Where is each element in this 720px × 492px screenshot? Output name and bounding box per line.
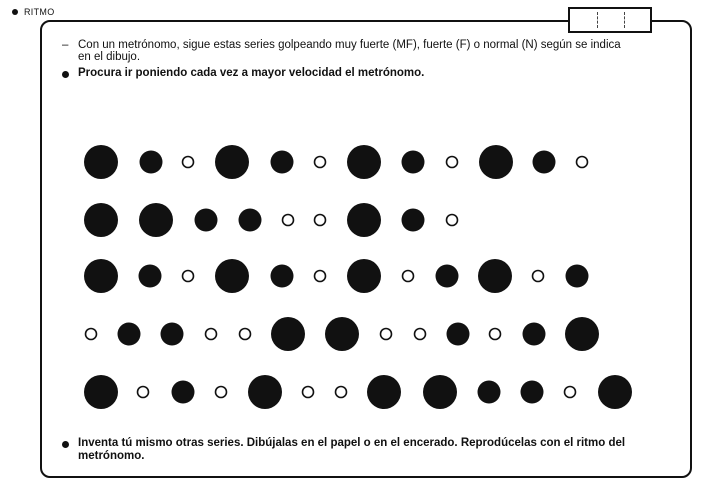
soft-beat-dot xyxy=(533,271,544,282)
medium-beat-dot xyxy=(447,323,470,346)
medium-beat-dot xyxy=(478,381,501,404)
medium-beat-dot xyxy=(161,323,184,346)
loud-beat-dot xyxy=(271,317,305,351)
instruction-point-1: Procura ir poniendo cada vez a mayor velocidad el metrónomo. xyxy=(78,67,425,79)
bullet-icon xyxy=(62,441,69,448)
medium-beat-dot xyxy=(271,265,294,288)
loud-beat-dot xyxy=(347,203,381,237)
loud-beat-dot xyxy=(215,259,249,293)
medium-beat-dot xyxy=(402,151,425,174)
loud-beat-dot xyxy=(139,203,173,237)
loud-beat-dot xyxy=(84,145,118,179)
soft-beat-dot xyxy=(315,215,326,226)
loud-beat-dot xyxy=(84,259,118,293)
dash-marker: – xyxy=(62,39,69,51)
loud-beat-dot xyxy=(565,317,599,351)
loud-beat-dot xyxy=(325,317,359,351)
medium-beat-dot xyxy=(139,265,162,288)
medium-beat-dot xyxy=(172,381,195,404)
loud-beat-dot xyxy=(478,259,512,293)
medium-beat-dot xyxy=(271,151,294,174)
medium-beat-dot xyxy=(195,209,218,232)
loud-beat-dot xyxy=(347,259,381,293)
section-label: RITMO xyxy=(24,7,55,17)
instruction-point-2-line-1: Inventa tú mismo otras series. Dibújalas en el papel o en el encerado. Reprodúcelas con el ritmo del xyxy=(78,437,626,449)
soft-beat-dot xyxy=(577,157,588,168)
medium-beat-dot xyxy=(521,381,544,404)
medium-beat-dot xyxy=(140,151,163,174)
loud-beat-dot xyxy=(367,375,401,409)
medium-beat-dot xyxy=(523,323,546,346)
loud-beat-dot xyxy=(215,145,249,179)
soft-beat-dot xyxy=(138,387,149,398)
soft-beat-dot xyxy=(206,329,217,340)
soft-beat-dot xyxy=(283,215,294,226)
soft-beat-dot xyxy=(315,157,326,168)
medium-beat-dot xyxy=(566,265,589,288)
soft-beat-dot xyxy=(86,329,97,340)
instruction-point-2-line-2: metrónomo. xyxy=(78,450,145,462)
soft-beat-dot xyxy=(315,271,326,282)
soft-beat-dot xyxy=(183,271,194,282)
medium-beat-dot xyxy=(118,323,141,346)
loud-beat-dot xyxy=(84,203,118,237)
loud-beat-dot xyxy=(423,375,457,409)
soft-beat-dot xyxy=(216,387,227,398)
medium-beat-dot xyxy=(533,151,556,174)
soft-beat-dot xyxy=(415,329,426,340)
loud-beat-dot xyxy=(248,375,282,409)
soft-beat-dot xyxy=(381,329,392,340)
medium-beat-dot xyxy=(402,209,425,232)
soft-beat-dot xyxy=(447,157,458,168)
medium-beat-dot xyxy=(239,209,262,232)
soft-beat-dot xyxy=(183,157,194,168)
soft-beat-dot xyxy=(403,271,414,282)
medium-beat-dot xyxy=(436,265,459,288)
soft-beat-dot xyxy=(240,329,251,340)
soft-beat-dot xyxy=(565,387,576,398)
loud-beat-dot xyxy=(598,375,632,409)
soft-beat-dot xyxy=(303,387,314,398)
instruction-line-1: Con un metrónomo, sigue estas series golpeando muy fuerte (MF), fuerte (F) o normal (N) según se indica xyxy=(78,39,621,51)
loud-beat-dot xyxy=(479,145,513,179)
instruction-line-2: en el dibujo. xyxy=(78,51,141,63)
loud-beat-dot xyxy=(347,145,381,179)
soft-beat-dot xyxy=(447,215,458,226)
soft-beat-dot xyxy=(336,387,347,398)
soft-beat-dot xyxy=(490,329,501,340)
loud-beat-dot xyxy=(84,375,118,409)
